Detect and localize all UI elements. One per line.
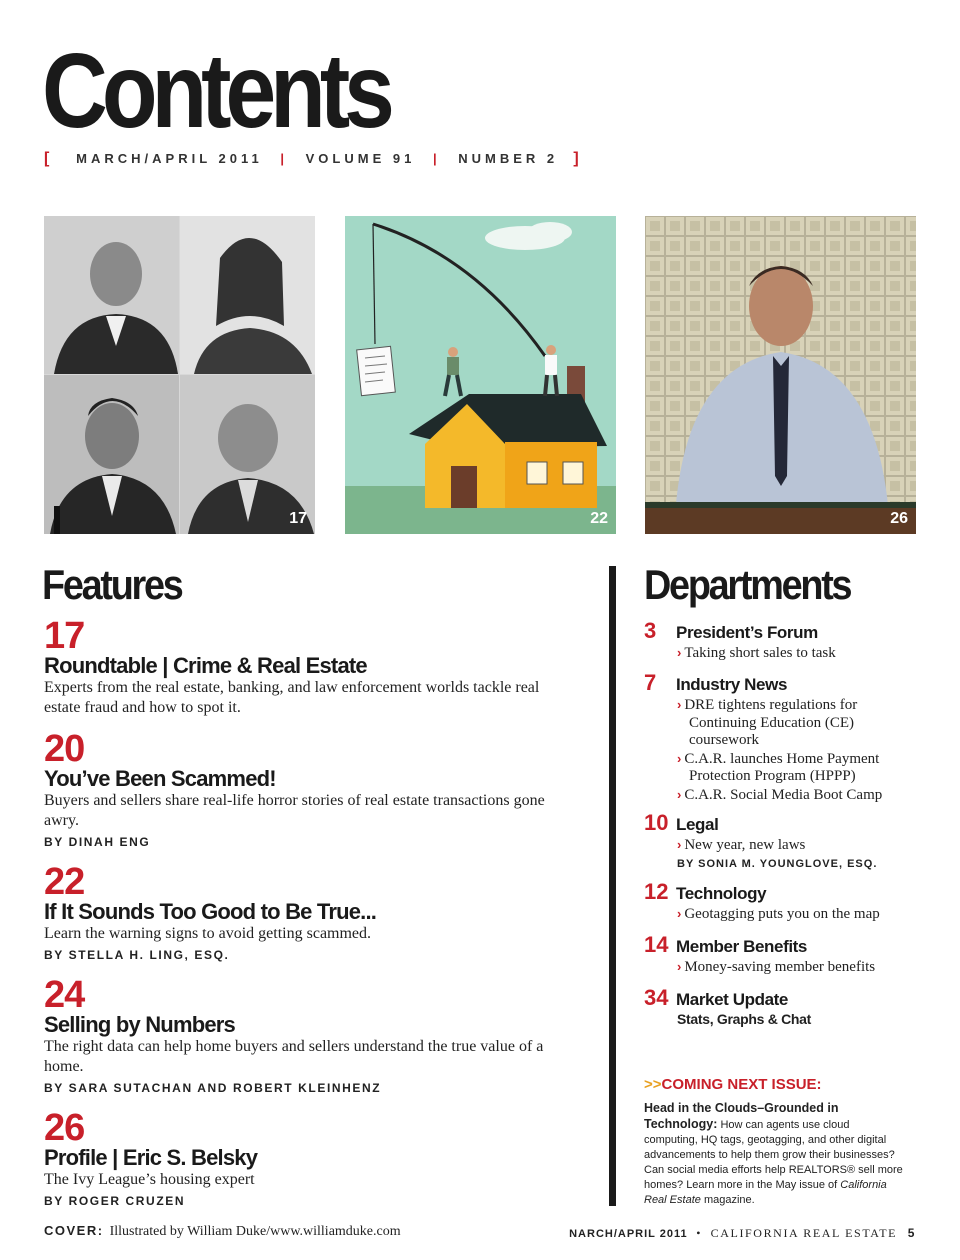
feature-item[interactable] — [44, 861, 564, 962]
departments-heading: Departments — [644, 561, 851, 608]
department-item[interactable] — [644, 618, 924, 663]
coming-next-heading: >>COMING NEXT ISSUE: — [644, 1076, 822, 1093]
cover-text: Illustrated by William Duke/www.williamduke.com — [109, 1224, 401, 1239]
department-bullet: › Money-saving member benefits — [677, 959, 876, 975]
department-page-number: 7 — [644, 670, 657, 695]
department-item[interactable] — [644, 810, 924, 870]
department-item[interactable] — [644, 932, 924, 977]
coming-next-text — [644, 1101, 904, 1208]
department-bullet: › Taking short sales to task — [677, 645, 836, 661]
fishing-illustration[interactable] — [345, 216, 616, 534]
department-page-number: 10 — [644, 810, 669, 835]
issue-line — [44, 150, 583, 168]
profile-photo[interactable] — [645, 216, 916, 534]
feature-item[interactable] — [44, 1107, 564, 1208]
feature-page-number: 17 — [44, 615, 85, 657]
department-page-number: 12 — [644, 879, 669, 904]
feature-page-number: 20 — [44, 728, 85, 770]
department-item[interactable] — [644, 985, 924, 1027]
profile-portrait-image — [645, 216, 916, 534]
feature-description: The right data can help home buyers and sellers understand the true value of a home. — [44, 1038, 544, 1075]
department-item[interactable] — [644, 879, 924, 924]
feature-page-number: 26 — [44, 1107, 85, 1149]
photo-page-number: 26 — [890, 510, 908, 527]
feature-byline: BY DINAH ENG — [44, 835, 151, 849]
roundtable-portraits-image — [44, 216, 315, 534]
issue-volume: VOLUME 91 — [305, 151, 416, 166]
issue-number: NUMBER 2 — [458, 151, 559, 166]
folio-publication: CALIFORNIA REAL ESTATE — [710, 1226, 898, 1240]
cover-credit — [44, 1223, 401, 1240]
feature-byline: BY SARA SUTACHAN AND ROBERT KLEINHENZ — [44, 1081, 382, 1095]
column-divider — [609, 566, 616, 1206]
department-bullet: › New year, new laws — [677, 837, 806, 853]
feature-page-number: 22 — [44, 861, 85, 903]
separator: | — [432, 151, 441, 166]
feature-title[interactable]: Roundtable | Crime & Real Estate — [44, 653, 367, 678]
feature-description: The Ivy League’s housing expert — [44, 1171, 255, 1188]
chevron-right-icon: › — [677, 906, 682, 921]
feature-title[interactable]: Profile | Eric S. Belsky — [44, 1145, 258, 1170]
magazine-name: California Real Estate — [644, 1179, 887, 1206]
feature-item[interactable] — [44, 728, 564, 849]
feature-description: Buyers and sellers share real-life horror stories of real estate transactions gone awry. — [44, 792, 545, 829]
folio-date: NARCH/APRIL 2011 — [569, 1228, 688, 1240]
department-bullet: › C.A.R. launches Home Payment Protection Program (HPPP) — [677, 750, 880, 784]
chevron-right-icon: › — [677, 645, 682, 660]
department-byline: BY SONIA M. YOUNGLOVE, ESQ. — [677, 857, 878, 870]
chevron-right-icon: › — [677, 837, 682, 852]
department-title[interactable]: President’s Forum — [676, 623, 818, 642]
department-title[interactable]: Industry News — [676, 675, 787, 694]
features-heading: Features — [42, 561, 182, 608]
chevron-right-icon: › — [677, 750, 682, 766]
cover-label: COVER: — [44, 1223, 104, 1238]
coming-next-body: How can agents use cloud computing, HQ tags, geotagging, and other digital advancements to help them grow their businesses? Can social media efforts help REALTORS® sell more homes? Learn more in the May issue of — [644, 1119, 903, 1191]
department-item[interactable] — [644, 670, 924, 804]
department-subtitle: Stats, Graphs & Chat — [677, 1011, 812, 1027]
coming-next-lead: Head in the Clouds–Grounded in Technology: — [644, 1101, 839, 1131]
coming-next-tail: magazine. — [703, 1194, 755, 1206]
feature-item[interactable] — [44, 974, 564, 1095]
department-bullet: › C.A.R. Social Media Boot Camp — [677, 786, 883, 803]
department-title[interactable]: Technology — [676, 884, 767, 903]
feature-title[interactable]: If It Sounds Too Good to Be True... — [44, 899, 377, 924]
chevron-right-icon: › — [677, 959, 682, 974]
feature-title[interactable]: You’ve Been Scammed! — [44, 766, 276, 791]
department-bullet: › Geotagging puts you on the map — [677, 906, 880, 922]
folio-page-number: 5 — [907, 1226, 916, 1240]
chevron-right-icon: › — [677, 786, 682, 802]
feature-page-number: 24 — [44, 974, 85, 1016]
department-title[interactable]: Member Benefits — [676, 937, 807, 956]
feature-description: Learn the warning signs to avoid getting scammed. — [44, 925, 372, 942]
feature-description: Experts from the real estate, banking, and law enforcement worlds tackle real estate fraud and how to spot it. — [44, 679, 540, 716]
department-page-number: 14 — [644, 932, 669, 957]
feature-item[interactable] — [44, 615, 564, 718]
department-page-number: 34 — [644, 985, 669, 1010]
department-title[interactable]: Legal — [676, 815, 719, 834]
feature-byline: BY ROGER CRUZEN — [44, 1194, 186, 1208]
folio-bullet: • — [696, 1226, 703, 1240]
department-page-number: 3 — [644, 618, 657, 643]
bracket-open: [ — [44, 150, 54, 167]
page-folio — [569, 1226, 916, 1241]
page-title: Contents — [42, 32, 389, 150]
fishing-house-image — [345, 216, 616, 534]
photo-page-number: 17 — [289, 510, 307, 527]
double-chevron-icon: >> — [644, 1076, 662, 1093]
feature-title[interactable]: Selling by Numbers — [44, 1012, 235, 1037]
department-title[interactable]: Market Update — [676, 990, 788, 1009]
bracket-close: ] — [573, 150, 583, 167]
department-bullet: › DRE tightens regulations for Continuing Education (CE) coursework — [677, 697, 858, 748]
issue-date: MARCH/APRIL 2011 — [76, 151, 263, 166]
photo-page-number: 22 — [590, 510, 608, 527]
coming-next-issue — [644, 1076, 904, 1208]
separator: | — [280, 151, 289, 166]
feature-byline: BY STELLA H. LING, ESQ. — [44, 948, 230, 962]
roundtable-photo[interactable] — [44, 216, 315, 534]
chevron-right-icon: › — [677, 697, 682, 712]
